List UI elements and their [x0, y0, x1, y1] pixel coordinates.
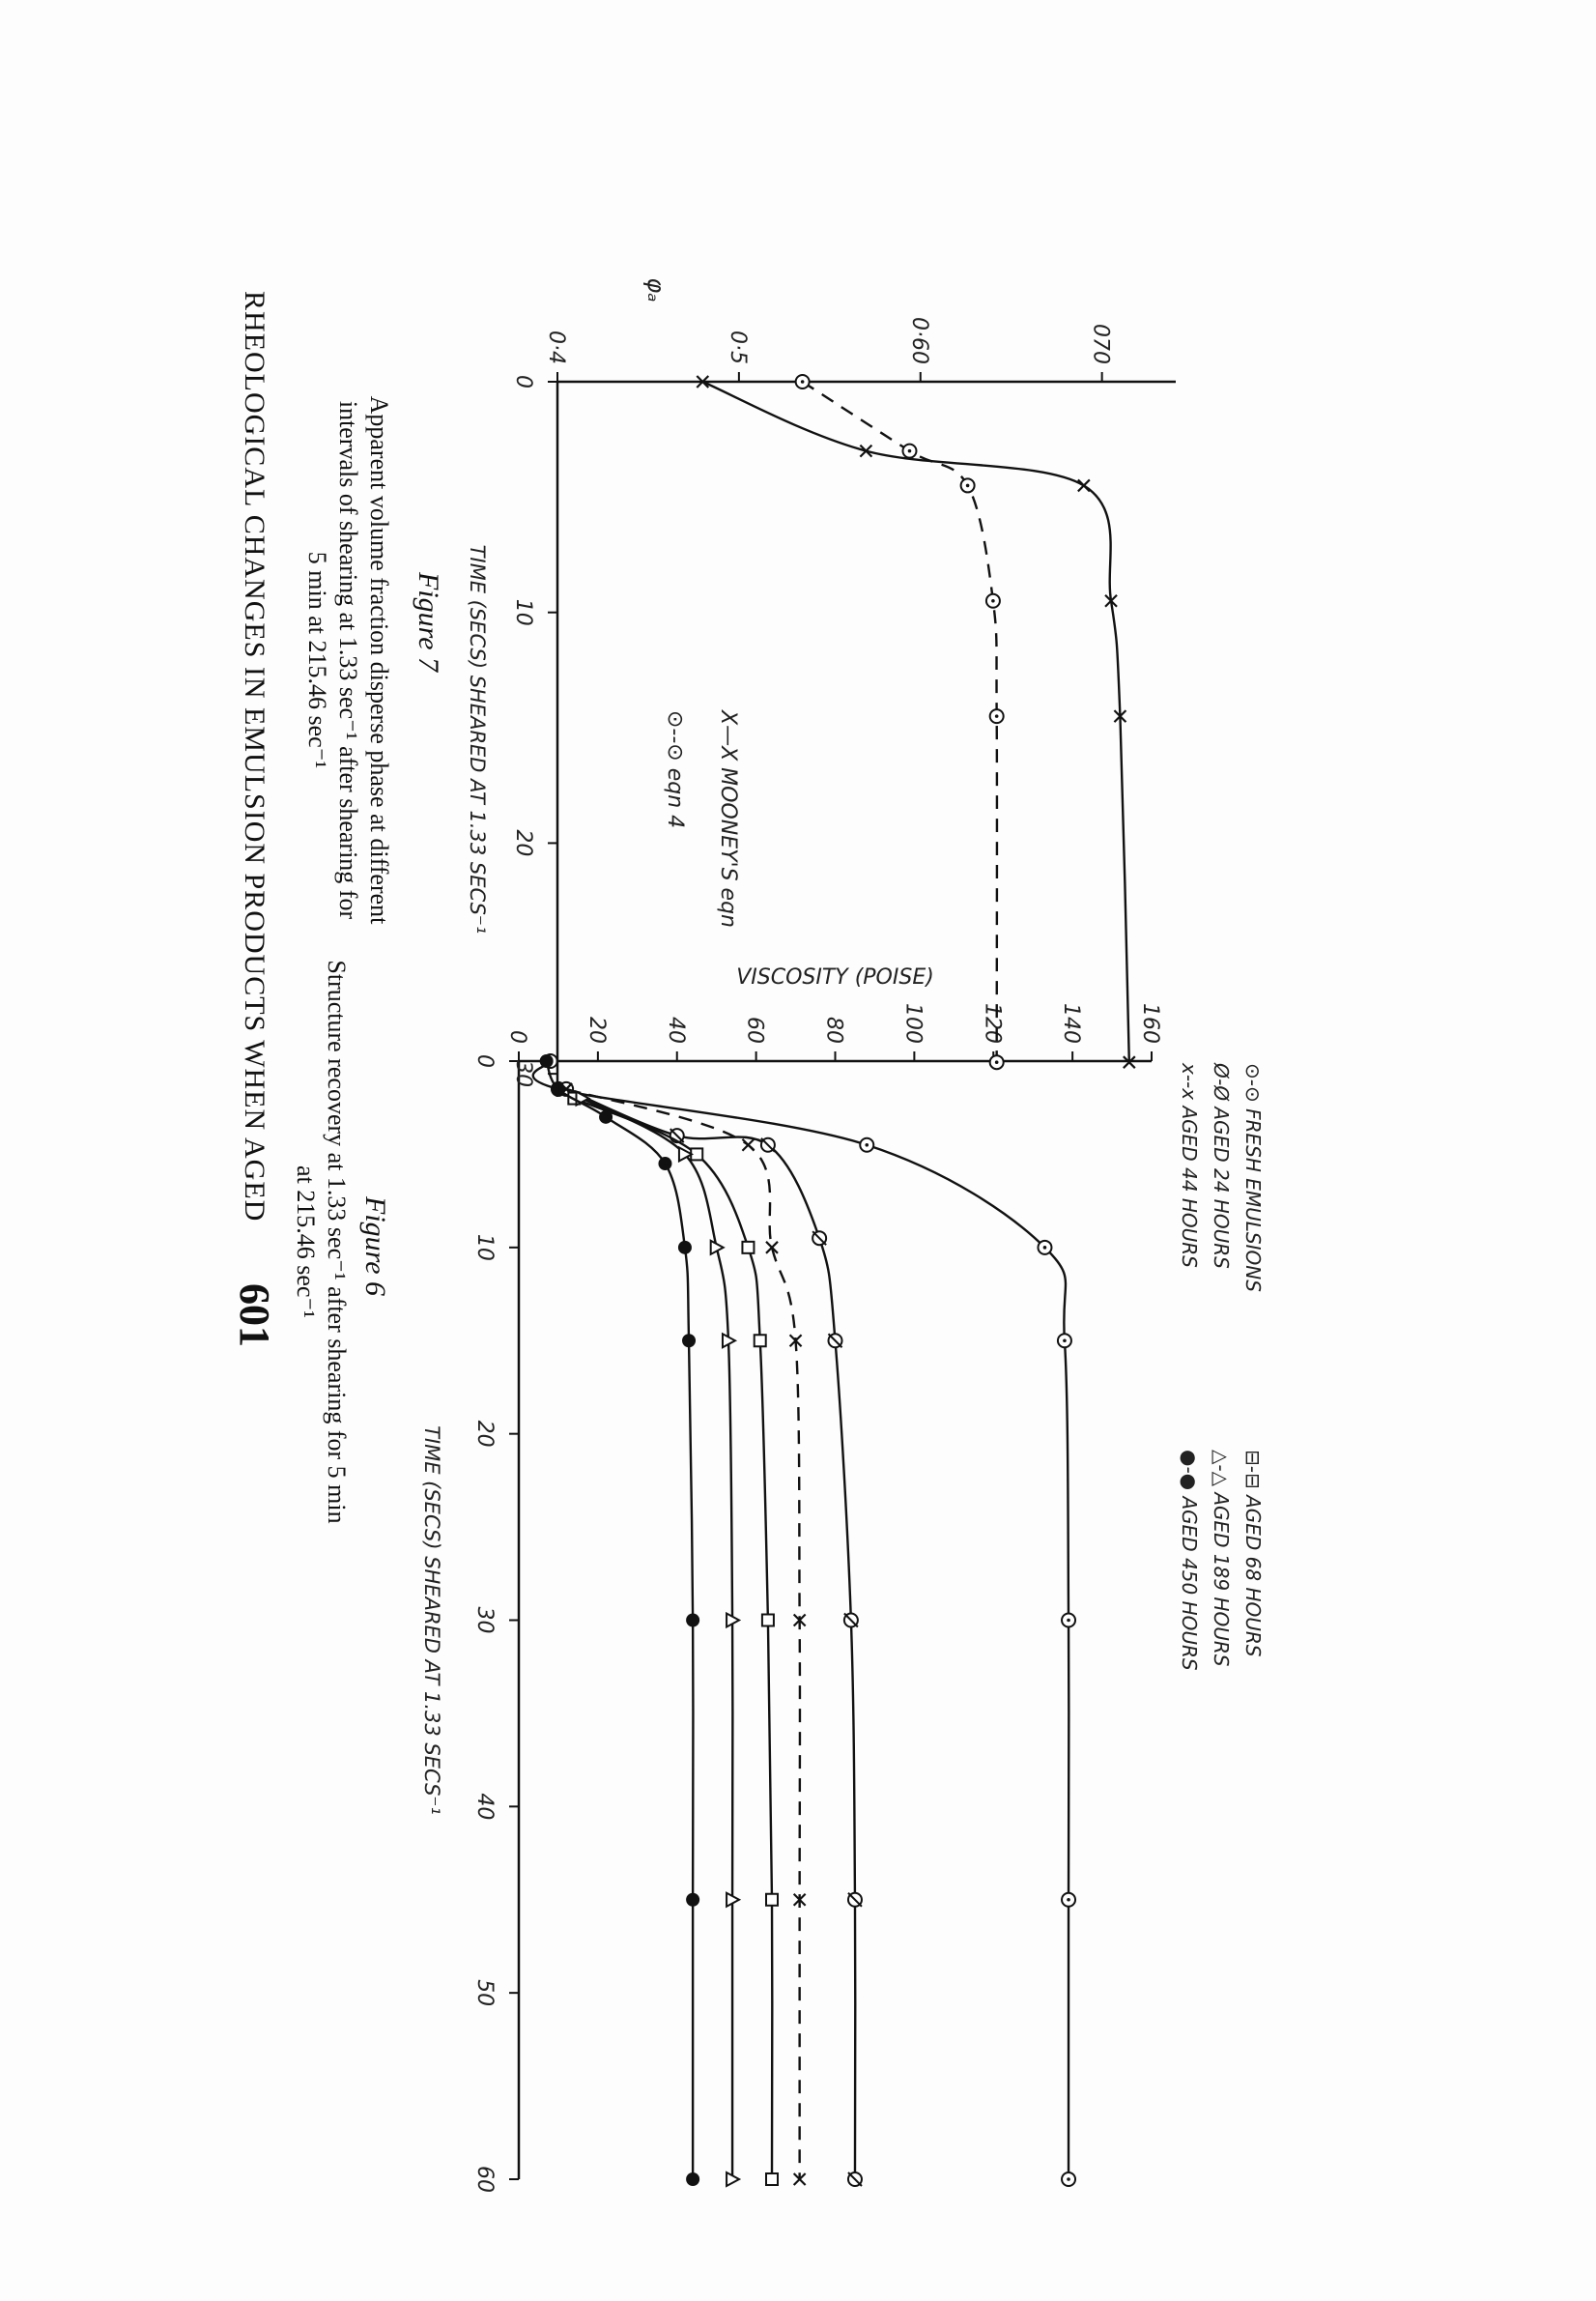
figure-6-label: Figure 6 [359, 1196, 391, 1297]
figure-6-x-tick-label: 10 [472, 1233, 497, 1261]
figure-7-data-point-center [908, 449, 912, 453]
figure-7-legend-entry: ⊙--⊙ eqn 4 [663, 710, 687, 829]
figure-6-data-point [682, 1334, 696, 1347]
figure-7-x-tick-label: 10 [511, 598, 535, 626]
figure-7-data-point-center [801, 380, 805, 384]
figure-6-data-point-center [1063, 1338, 1067, 1342]
figure-7-label: Figure 7 [413, 572, 444, 673]
figure-7-x-tick-label: 20 [511, 829, 535, 857]
figure-6-series-line [574, 1099, 772, 2179]
figure-6-x-tick-label: 30 [472, 1606, 497, 1634]
figure-7-axes [557, 382, 1176, 1097]
figure-6-x-tick-label: 40 [472, 1793, 497, 1821]
figure-6-x-tick-label: 50 [472, 1979, 497, 2007]
figure-6-data-point [658, 1157, 671, 1170]
figure-6-chart [292, 960, 1265, 2193]
figure-6-data-point [686, 2172, 699, 2186]
figure-6-y-tick-label: 0 [505, 1030, 529, 1044]
figure-6-x-tick-label: 60 [472, 2166, 497, 2193]
figure-6-legend-entry: x--x AGED 44 HOURS [1178, 1063, 1201, 1268]
figure-6-y-tick-label: 120 [980, 1003, 1005, 1044]
figure-6-y-tick-label: 100 [900, 1003, 926, 1044]
figure-6-data-point [742, 1139, 754, 1151]
figure-7-legend-entry: X—X MOONEY'S eqn [716, 710, 740, 928]
figure-7-y-tick-label: 0·4 [544, 331, 568, 364]
figure-6-data-point-center [1043, 1246, 1047, 1250]
figure-6-legend-entry: △-△ AGED 189 HOURS [1210, 1450, 1233, 1667]
figure-6-y-tick-label: 60 [742, 1017, 767, 1044]
figure-7-x-tick-label: 0 [511, 375, 535, 388]
figure-7-x-tick-label: 30 [511, 1060, 535, 1088]
figure-6-legend-entry: ●-● AGED 450 HOURS [1178, 1450, 1201, 1671]
running-header: RHEOLOGICAL CHANGES IN EMULSION PRODUCTS WHEN AGED [239, 291, 271, 1222]
figure-6-y-tick-label: 160 [1138, 1003, 1162, 1044]
figure-7-series-line [702, 382, 1129, 1062]
figure-7-legend [663, 709, 740, 928]
figure-6-legend-entry: ⊟-⊟ AGED 68 HOURS [1241, 1450, 1265, 1657]
figure-6-y-axis-label: VISCOSITY (POISE) [736, 965, 934, 990]
figure-6-data-point [686, 1893, 699, 1907]
figure-6-data-point [766, 2173, 778, 2185]
figure-6-legend [1178, 1062, 1265, 1671]
figure-7-data-point-center [966, 484, 970, 488]
figure-6-caption-line-2: at 215.46 sec⁻¹ [292, 1165, 320, 1318]
figure-7-caption-line-3: 5 min at 215.46 sec⁻¹ [303, 551, 331, 769]
figure-6-data-point [599, 1110, 613, 1124]
figure-6-data-point [766, 1894, 778, 1906]
figure-6-series-line [547, 1061, 694, 2179]
page-number: 601 [231, 1283, 278, 1347]
figure-6-data-point-center [865, 1143, 869, 1147]
figure-6-y-tick-label: 80 [821, 1017, 846, 1044]
figure-7-data-point [1078, 479, 1090, 491]
figure-6-data-point-center [1067, 1898, 1070, 1902]
figure-7-caption-line-2: intervals of shearing at 1.33 sec⁻¹ after shearing for [334, 400, 362, 920]
figure-7-y-tick-label: 0·60 [906, 317, 931, 364]
figure-7-y-tick-label: 0·5 [725, 331, 750, 364]
figure-7-x-axis-label: TIME (SECS) SHEARED AT 1.33 SECS⁻¹ [466, 544, 489, 935]
figure-7-data-point-center [995, 714, 999, 718]
figure-6-x-axis-label: TIME (SECS) SHEARED AT 1.33 SECS⁻¹ [420, 1425, 443, 1815]
figure-6-ticks [472, 1003, 1162, 2193]
figure-7-data-point-center [995, 1060, 999, 1064]
figure-6-data-point [686, 1614, 699, 1627]
figure-6-data-point [540, 1054, 554, 1068]
figure-6-data-point [678, 1241, 692, 1254]
figure-6-data-point-center [1067, 2177, 1070, 2181]
figure-6-data-point [755, 1335, 766, 1346]
figure-6-series-line [583, 1099, 733, 2179]
figure-6-y-tick-label: 20 [584, 1017, 609, 1044]
figure-6-y-tick-label: 140 [1059, 1003, 1084, 1044]
figure-6-caption-line-1: Structure recovery at 1.33 sec⁻¹ after shearing for 5 min [323, 960, 351, 1524]
figure-7-y-axis-label: φₐ [641, 277, 670, 302]
figure-6-y-tick-label: 40 [663, 1017, 688, 1044]
figure-6-series [533, 1054, 1075, 2186]
figure-7-y-tick-label: 070 [1088, 324, 1113, 364]
figure-6-legend-entry: Ø-Ø AGED 24 HOURS [1210, 1063, 1233, 1269]
figure-6-axes [519, 1061, 1152, 2179]
figure-6-legend-entry: ⊙-⊙ FRESH EMULSIONS [1241, 1063, 1265, 1292]
figure-6-x-tick-label: 20 [472, 1420, 497, 1448]
figure-6-data-point [762, 1615, 774, 1626]
figure-6-data-point [742, 1242, 754, 1253]
figure-6-data-point-center [1067, 1619, 1070, 1623]
figure-7-data-point-center [991, 599, 995, 603]
figure-7-caption-line-1: Apparent volume fraction disperse phase at different [365, 395, 393, 925]
figure-6-x-tick-label: 0 [472, 1054, 497, 1068]
